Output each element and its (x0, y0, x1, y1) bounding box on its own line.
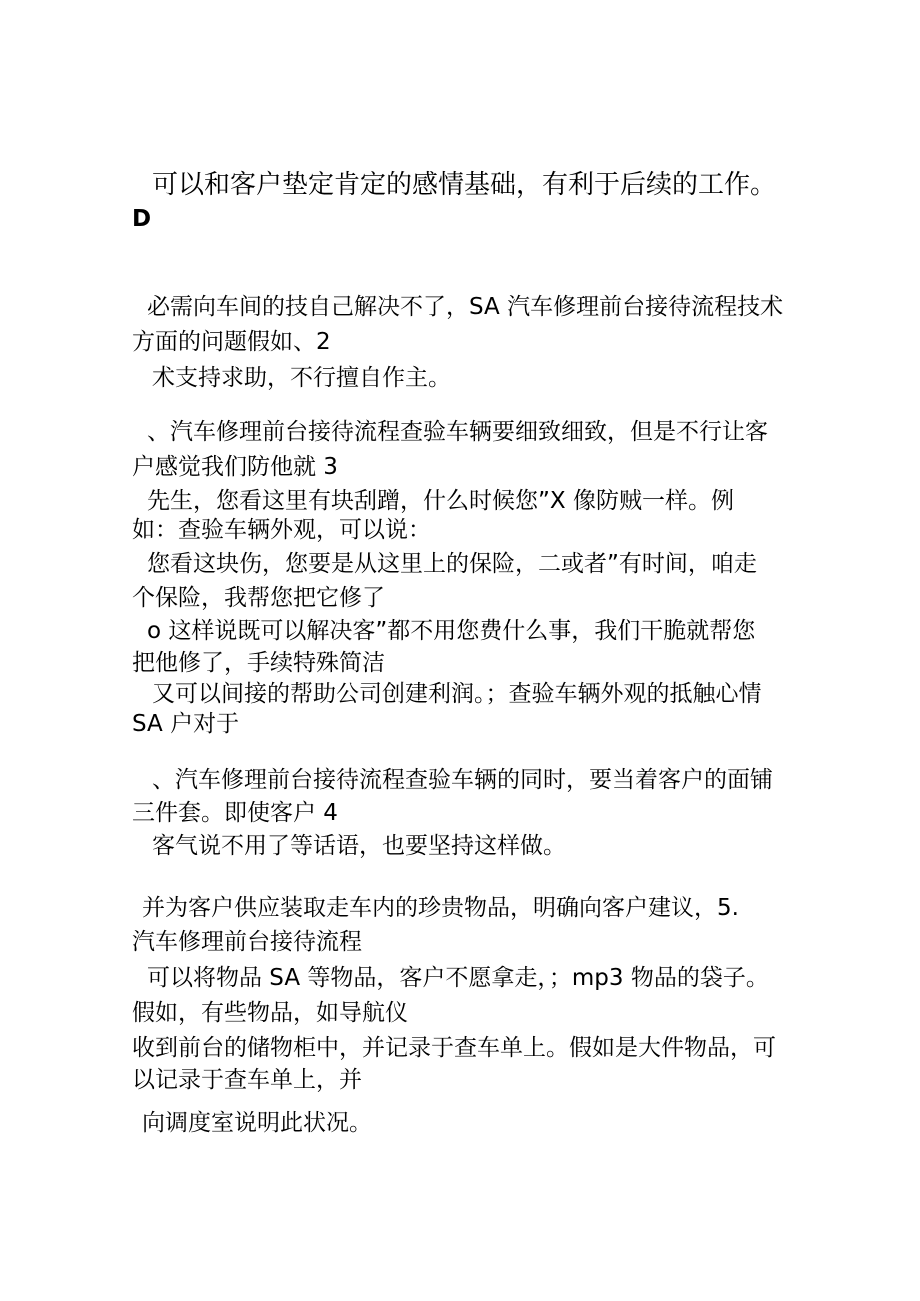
text-line: 又可以间接的帮助公司创建利润。；查验车辆外观的抵触心情 (152, 681, 762, 707)
text-line: 收到前台的储物柜中，并记录于查车单上。假如是大件物品，可 (132, 1035, 776, 1061)
text-line: 假如，有些物品，如导航仪 (132, 1000, 408, 1026)
text-line: o 这样说既可以解决客”都不用您费什么事，我们干脆就帮您 (147, 618, 756, 644)
text-line: SA 户对于 (132, 711, 240, 737)
text-line: 必需向车间的技自己解决不了，SA 汽车修理前台接待流程技术 (147, 294, 784, 320)
text-line: 把他修了，手续特殊简洁 (132, 650, 385, 676)
text-line: 以记录于查车单上，并 (132, 1067, 362, 1093)
text-line: 术支持求助，不行擅自作主。 (152, 365, 451, 391)
text-line: 向调度室说明此状况。 (142, 1110, 372, 1136)
text-line: 可以和客户垫定肯定的感情基础，有利于后续的工作。 (152, 170, 777, 200)
text-line: 、汽车修理前台接待流程查验车辆要细致细致，但是不行让客 (147, 419, 768, 445)
text-line: 并为客户供应装取走车内的珍贵物品，明确向客户建议，5. (142, 895, 739, 921)
text-line: 汽车修理前台接待流程 (132, 929, 362, 955)
text-line: D (132, 206, 152, 232)
text-line: 、汽车修理前台接待流程查验车辆的同时，要当着客户的面铺 (152, 767, 773, 793)
text-line: 三件套。即使客户 4 (132, 800, 338, 826)
text-line: 客气说不用了等话语，也要坚持这样做。 (152, 833, 566, 859)
text-line: 您看这块伤，您要是从这里上的保险，二或者”有时间，咱走 (147, 551, 757, 577)
text-line: 可以将物品 SA 等物品，客户不愿拿走，；mp3 物品的袋子。 (147, 965, 769, 991)
text-line: 户感觉我们防他就 3 (132, 454, 338, 480)
text-line: 方面的问题假如、2 (132, 329, 331, 355)
text-line: 如：查验车辆外观，可以说： (132, 517, 431, 543)
text-line: 个保险，我帮您把它修了 (132, 585, 385, 611)
text-line: 先生，您看这里有块刮蹭，什么时候您”X 像防贼一样。例 (147, 488, 734, 514)
